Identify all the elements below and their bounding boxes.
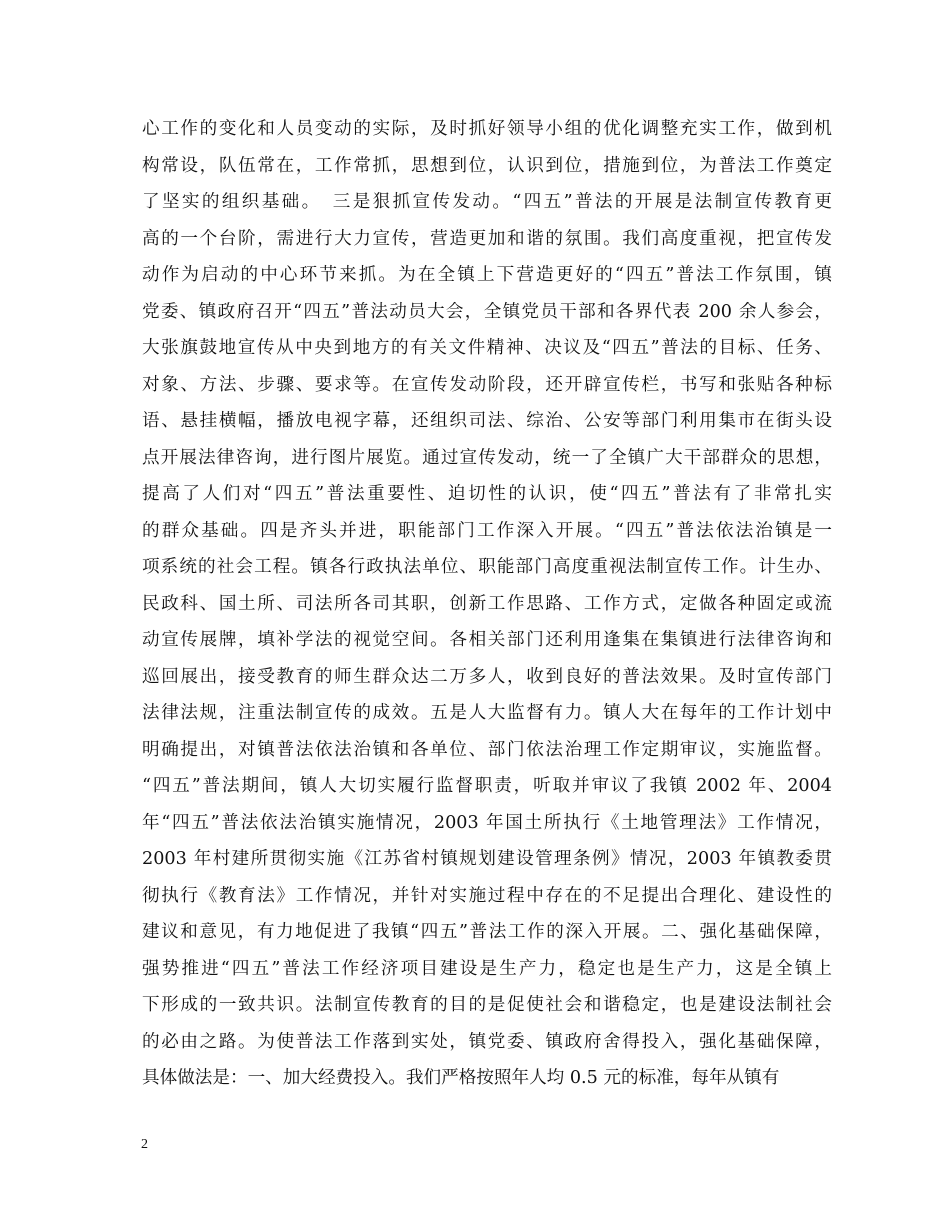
text-line-1: 心工作的变化和人员变动的实际，及时抓好领导小组的优化调整充实工作，做到机 [142,119,832,139]
text-line-3: 了坚实的组织基础。 三是狠抓宣传发动。“四五”普法的开展是法制宣传教育更 [142,192,832,212]
text-line-10: 点开展法律咨询，进行图片展览。通过宣传发动，统一了全镇广大干部群众的思想， [142,447,832,468]
text-line-12: 的群众基础。四是齐头并进，职能部门工作深入开展。“四五”普法依法治镇是一 [142,520,832,541]
text-line-25: 下形成的一致共识。法制宣传教育的目的是促使社会和谐稳定，也是建设法制社会 [142,995,832,1015]
text-line-24: 强势推进“四五”普法工作经济项目建设是生产力，稳定也是生产力，这是全镇上 [142,958,832,979]
page-number: 2 [141,1137,148,1152]
text-line-11: 提高了人们对“四五”普法重要性、迫切性的认识，使“四五”普法有了非常扎实 [142,484,832,504]
text-line-26: 的必由之路。为使普法工作落到实处，镇党委、镇政府舍得投入，强化基础保障， [142,1031,832,1052]
text-line-19: “四五”普法期间，镇人大切实履行监督职责，听取并审议了我镇 2002 年、2004 [142,776,832,796]
text-line-4: 高的一个台阶，需进行大力宣传，营造更加和谐的氛围。我们高度重视，把宣传发 [142,228,832,249]
text-line-5: 动作为启动的中心环节来抓。为在全镇上下营造更好的“四五”普法工作氛围，镇 [142,265,832,285]
text-line-7: 大张旗鼓地宣传从中央到地方的有关文件精神、决议及“四五”普法的目标、任务、 [142,338,832,358]
text-line-14: 民政科、国土所、司法所各司其职，创新工作思路、工作方式，定做各种固定或流 [142,593,832,614]
text-line-27: 具体做法是：一、加大经费投入。我们严格按照年人均 0.5 元的标准，每年从镇有 [142,1068,780,1088]
text-line-20: 年“四五”普法依法治镇实施情况，2003 年国土所执行《土地管理法》工作情况， [142,812,832,833]
text-line-22: 彻执行《教育法》工作情况，并针对实施过程中存在的不足提出合理化、建设性的 [142,885,832,906]
text-line-21: 2003 年村建所贯彻实施《江苏省村镇规划建设管理条例》情况，2003 年镇教委贯 [142,849,832,869]
text-line-2: 构常设，队伍常在，工作常抓，思想到位，认识到位，措施到位，为普法工作奠定 [142,155,832,176]
text-line-17: 法律法规，注重法制宣传的成效。五是人大监督有力。镇人大在每年的工作计划中 [142,703,832,723]
text-line-9: 语、悬挂横幅，播放电视字幕，还组织司法、综治、公安等部门利用集市在街头设 [142,411,832,431]
text-line-18: 明确提出，对镇普法依法治镇和各单位、部门依法治理工作定期审议，实施监督。 [142,739,832,760]
body-text [142,111,832,1097]
text-line-6: 党委、镇政府召开“四五”普法动员大会，全镇党员干部和各界代表 200 余人参会， [142,301,832,322]
text-line-23: 建议和意见，有力地促进了我镇“四五”普法工作的深入开展。二、强化基础保障， [142,922,832,942]
text-line-13: 项系统的社会工程。镇各行政执法单位、职能部门高度重视法制宣传工作。计生办、 [142,557,832,577]
text-line-16: 巡回展出，接受教育的师生群众达二万多人，收到良好的普法效果。及时宣传部门 [142,666,832,687]
text-line-15: 动宣传展牌，填补学法的视觉空间。各相关部门还利用逢集在集镇进行法律咨询和 [142,630,832,650]
text-line-8: 对象、方法、步骤、要求等。在宣传发动阶段，还开辟宣传栏，书写和张贴各种标 [142,374,832,395]
